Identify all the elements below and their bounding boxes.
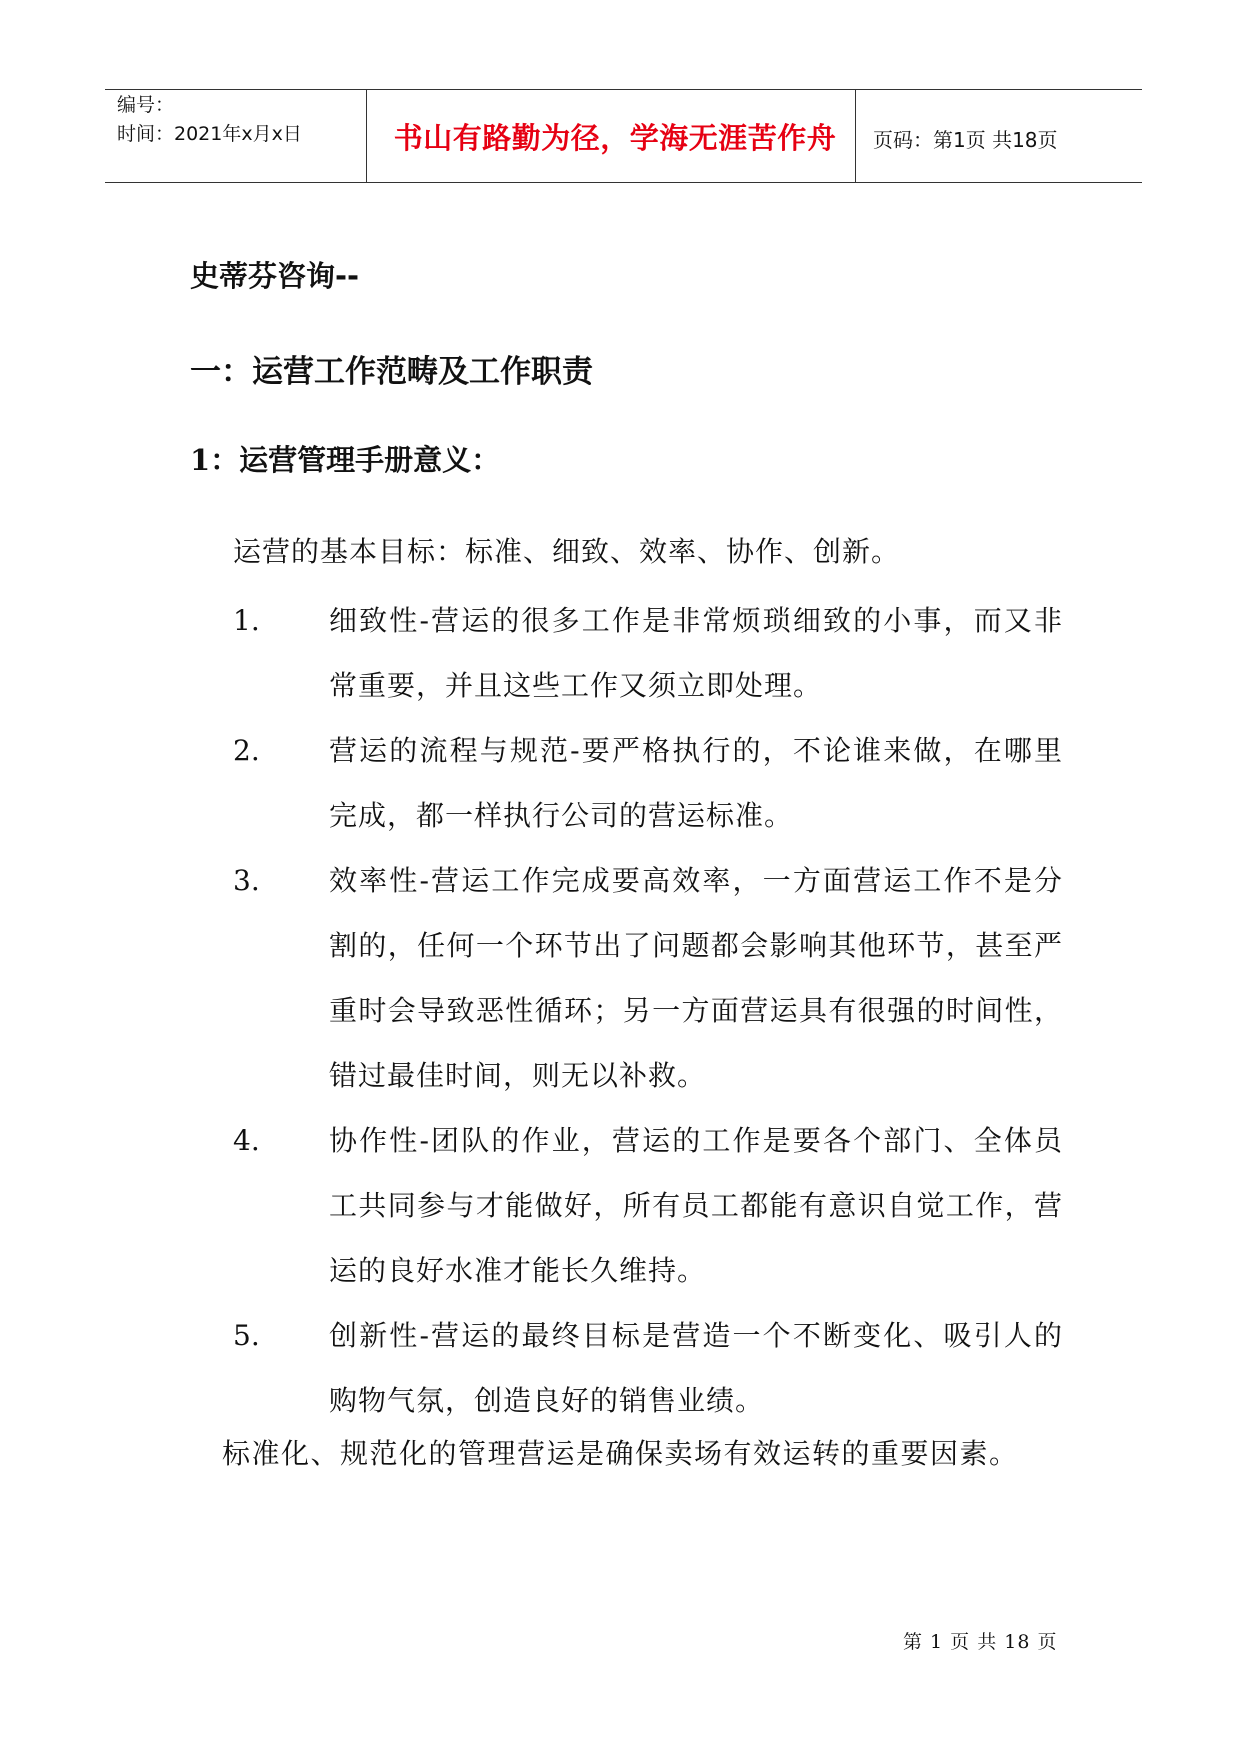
list-item-number: 4. [233,1124,260,1157]
list-item [233,848,1063,1108]
numbered-list [233,588,1063,1433]
subsection-heading: 1：运营管理手册意义： [190,443,501,477]
list-item [233,1303,1063,1433]
list-item [233,588,1063,718]
header-motto: 书山有路勤为径，学海无涯苦作舟 [393,121,837,155]
header-time-label: 时间：2021年x月x日 [117,123,302,145]
company-title: 史蒂芬咨询-- [190,259,360,293]
goals-paragraph: 运营的基本目标：标准、细致、效率、协作、创新。 [233,535,901,568]
list-item-number: 3. [233,864,260,897]
list-item-text: 创新性-营运的最终目标是营造一个不断变化、吸引人的购物气氛，创造良好的销售业绩。 [329,1319,1063,1417]
section-heading: 一：运营工作范畴及工作职责 [190,354,593,390]
list-item-text: 营运的流程与规范-要严格执行的，不论谁来做，在哪里完成，都一样执行公司的营运标准。 [329,734,1063,832]
header-meta [117,91,302,149]
list-item [233,718,1063,848]
header-number-label: 编号： [117,94,175,116]
list-item-number: 5. [233,1319,260,1352]
header-divider-left [366,89,367,183]
list-item [233,1108,1063,1303]
page-footer: 第 1 页 共 18 页 [903,1631,1058,1653]
header-top-rule [105,89,1142,90]
header-bottom-rule [105,182,1142,183]
list-item-number: 2. [233,734,260,767]
list-item-number: 1. [233,604,260,637]
list-item-text: 细致性-营运的很多工作是非常烦琐细致的小事，而又非常重要，并且这些工作又须立即处理。 [329,604,1063,702]
closing-paragraph: 标准化、规范化的管理营运是确保卖场有效运转的重要因素。 [222,1437,1019,1470]
list-item-text: 效率性-营运工作完成要高效率，一方面营运工作不是分割的，任何一个环节出了问题都会影响其他环节，甚至严重时会导致恶性循环；另一方面营运具有很强的时间性，错过最佳时间，则无以补救。 [329,864,1063,1092]
list-item-text: 协作性-团队的作业，营运的工作是要各个部门、全体员工共同参与才能做好，所有员工都能有意识自觉工作，营运的良好水准才能长久维持。 [329,1124,1063,1287]
header-page-label: 页码：第1页 共18页 [873,128,1058,152]
